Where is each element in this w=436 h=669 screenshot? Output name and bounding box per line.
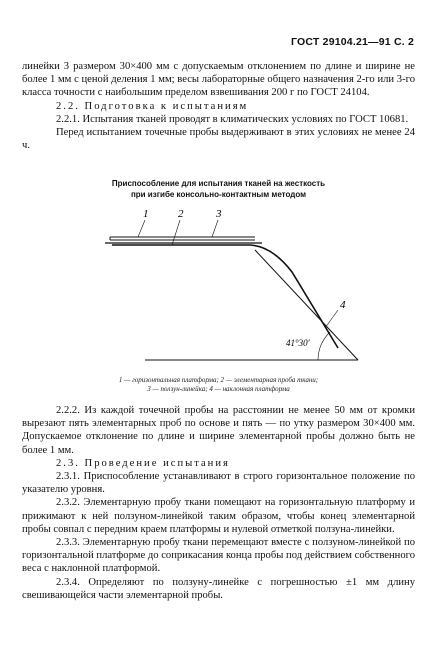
figure-legend <box>22 376 415 394</box>
paragraph-2-3-3: 2.3.3. Элементарную пробу ткани перемещают вместе с ползуном-линейкой по горизонтальной платформе до соприкасания конца пробы под действием собственного веса с наклонной платформой. <box>22 537 415 575</box>
leader-2 <box>172 220 180 245</box>
paragraph-2-3-2: 2.3.2. Элементарную пробу ткани помещают на горизонтальную платформу и прижимают к ней ползуном-линейкой таким образом, чтобы конец элементарной пробы совпал с передним краем платформы и нулевой отметкой ползуна-линейки. <box>22 497 415 535</box>
figure-legend-line-1: 1 — горизонтальная платформа; 2 — элементарная проба ткани; <box>118 376 319 384</box>
paragraph-2-1-continued: линейки 3 размером 30×400 мм с допускаемым отклонением по длине и ширине не более 1 мм с ценой деления 1 мм; весы лабораторные общего назначения 2-го или 3-го класса точности с наибольшим пределом взвешивания 200 г по ГОСТ 24104. <box>22 61 415 99</box>
figure-drawing <box>0 200 436 380</box>
paragraph-2-2-1: 2.2.1. Испытания тканей проводят в климатических условиях по ГОСТ 10681. <box>56 113 409 125</box>
text-block-top <box>22 60 415 152</box>
figure-caption <box>22 178 415 200</box>
angle-label: 41°30' <box>286 338 310 348</box>
page-header: ГОСТ 29104.21—91 С. 2 <box>291 36 414 48</box>
text-block-bottom <box>22 404 415 602</box>
section-2-3-title: 2.3. Проведение испытания <box>56 457 230 469</box>
leader-3 <box>212 220 218 237</box>
paragraph-2-3-1: 2.3.1. Приспособление устанавливают в строго горизонтальное положение по указателю уровня. <box>22 471 415 496</box>
figure-caption-line-1: Приспособление для испытания тканей на жесткость <box>111 179 326 188</box>
figure-caption-line-2: при изгибе консольно-контактным методом <box>130 190 307 199</box>
leader-4 <box>325 310 338 328</box>
paragraph-2-2-2: 2.2.2. Из каждой точечной пробы на расстоянии не менее 50 мм от кромки вырезают пять элементарных проб по основе и пять — по утку размером 30×400 мм. Допускаемое отклонение по длине и ширине элементарной пробы должно быть не более 1 мм. <box>22 405 415 456</box>
paragraph-2-2-1b: Перед испытанием точечные пробы выдерживают в этих условиях не менее 24 ч. <box>22 127 415 152</box>
paragraph-2-3-4: 2.3.4. Определяют по ползуну-линейке с погрешностью ±1 мм длину свешивающейся части элементарной пробы. <box>22 576 415 601</box>
fabric-sample <box>112 245 338 348</box>
figure-label-3: 3 <box>216 208 222 220</box>
figure-legend-line-2: 3 — ползун-линейка; 4 — наклонная платформа <box>147 385 290 393</box>
figure-label-2: 2 <box>178 208 184 220</box>
figure-label-1: 1 <box>143 208 149 220</box>
angle-arc <box>318 332 330 360</box>
section-2-2-title: 2.2. Подготовка к испытаниям <box>56 100 249 112</box>
leader-1 <box>138 220 145 237</box>
figure-label-4: 4 <box>340 299 346 311</box>
